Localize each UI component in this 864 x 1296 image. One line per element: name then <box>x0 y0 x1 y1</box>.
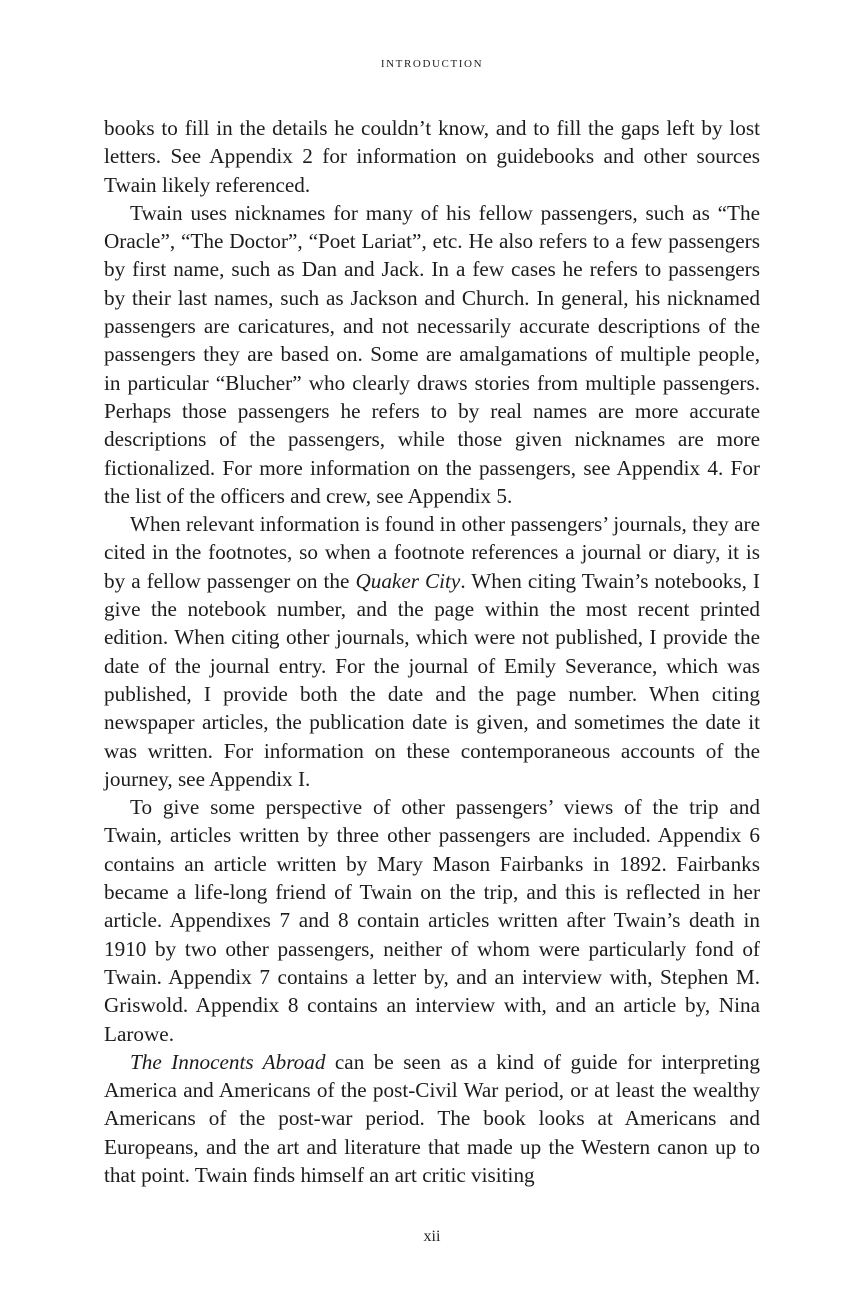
paragraph-citations <box>104 510 760 793</box>
paragraph-continuation: books to fill in the details he couldn’t know, and to fill the gaps left by lost letters. See Appendix 2 for information on guidebooks and other sources Twain likely referenced. <box>104 116 760 197</box>
paragraph-appendixes: To give some perspective of other passengers’ views of the trip and Twain, articles written by three other passengers are included. Appendix 6 contains an article written by Mary Mason Fairbanks in 1892. Fairbanks became a life-long friend of Twain on the trip, and this is reflected in her article. Appendixes 7 and 8 contain articles written after Twain’s death in 1910 by two other passengers, neither of whom were particularly fond of Twain. Appendix 7 contains a letter by, and an interview with, Stephen M. Griswold. Appendix 8 contains an interview with, and an article by, Nina Larowe. <box>104 795 760 1046</box>
paragraph-innocents-abroad <box>104 1048 760 1189</box>
paragraph-nicknames: Twain uses nicknames for many of his fellow passengers, such as “The Oracle”, “The Doctor”, “Poet Lariat”, etc. He also refers to a few passengers by first name, such as Dan and Jack. In a few cases he refers to passengers by their last names, such as Jackson and Church. In general, his nicknamed passengers are caricatures, and not necessarily accurate descriptions of the passengers they are based on. Some are amalgamations of multiple people, in particular “Blucher” who clearly draws stories from multiple passengers. Perhaps those passengers he refers to by real names are more accurate descriptions of the passengers, while those given nicknames are more fictionalized. For more information on the passengers, see Appendix 4. For the list of the officers and crew, see Appendix 5. <box>104 200 760 508</box>
page-number: xii <box>423 1228 441 1245</box>
book-page <box>104 0 760 1296</box>
paragraph-citations-text-a: When relevant information is found in other passengers’ journals, they are cited in the footnotes, so when a footnote references a journal or diary, it is by a fellow passenger on the <box>104 512 760 593</box>
paragraph-citations-text-b: . When citing Twain’s notebooks, I give the notebook number, and the page within the most recent printed edition. When citing other journals, which were not published, I provide the date of the journal entry. For the journal of Emily Severance, which was published, I provide both the date and the page number. When citing newspaper articles, the publication date is given, and sometimes the date it was written. For information on these contemporaneous accounts of the journey, see Appendix I. <box>104 568 760 791</box>
paragraph-innocents-text: can be seen as a kind of guide for interpreting America and Americans of the post-Civil War period, or at least the wealthy Americans of the post-war period. The book looks at Americans and Europeans, and the art and literature that made up the Western canon up to that point. Twain finds himself an art critic visiting <box>104 1049 760 1187</box>
running-head: introduction <box>380 54 484 71</box>
body-text <box>104 114 760 1189</box>
ship-name-italic: Quaker City <box>355 568 461 593</box>
book-title-italic: The Innocents Abroad <box>130 1049 326 1074</box>
